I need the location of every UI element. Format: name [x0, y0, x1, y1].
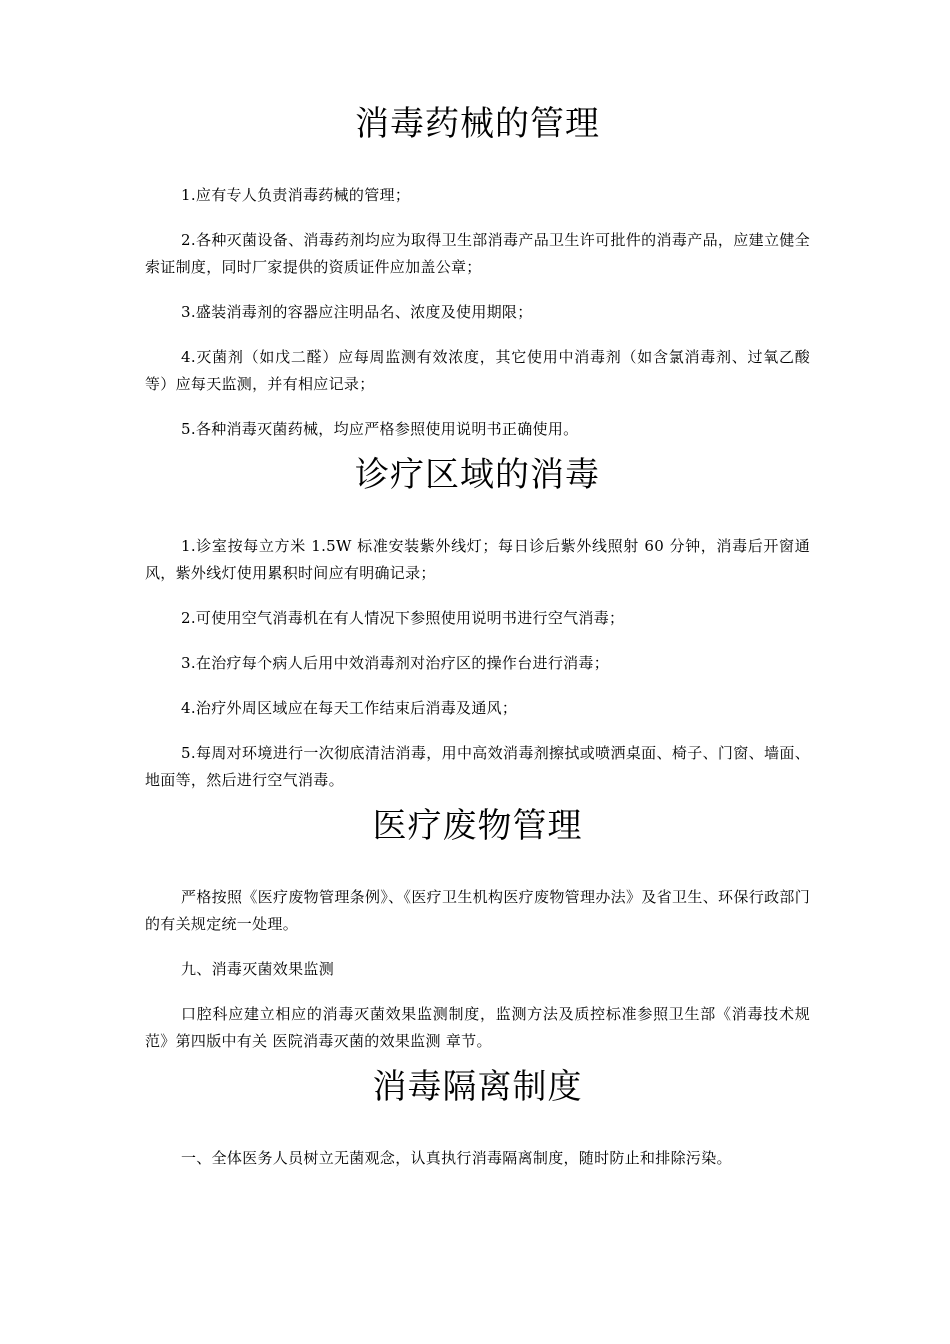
section-disinfection-isolation-system	[145, 1061, 810, 1172]
paragraph: 5.各种消毒灭菌药械，均应严格参照使用说明书正确使用。	[181, 420, 579, 438]
paragraph: 3.在治疗每个病人后用中效消毒剂对治疗区的操作台进行消毒；	[181, 654, 610, 672]
paragraph: 5.每周对环境进行一次彻底清洁消毒，用中高效消毒剂擦拭或喷洒桌面、椅子、门窗、墙面、地面等，然后进行空气消毒。	[145, 744, 810, 789]
paragraph: 1.诊室按每立方米 1.5W 标准安装紫外线灯；每日诊后紫外线照射 60 分钟，消毒后开窗通风，紫外线灯使用累积时间应有明确记录；	[145, 537, 810, 582]
paragraph: 3.盛装消毒剂的容器应注明品名、浓度及使用期限；	[181, 303, 533, 321]
section-title: 消毒药械的管理	[355, 104, 600, 144]
paragraph: 九、消毒灭菌效果监测	[181, 960, 335, 978]
paragraph: 2.可使用空气消毒机在有人情况下参照使用说明书进行空气消毒；	[181, 609, 625, 627]
paragraph: 4.治疗外周区域应在每天工作结束后消毒及通风；	[181, 699, 518, 717]
section-title: 消毒隔离制度	[372, 1067, 583, 1107]
document-body	[145, 98, 810, 1172]
paragraph: 2.各种灭菌设备、消毒药剂均应为取得卫生部消毒产品卫生许可批件的消毒产品，应建立健全索证制度，同时厂家提供的资质证件应加盖公章；	[145, 231, 810, 276]
section-title: 诊疗区域的消毒	[355, 455, 600, 495]
paragraph: 口腔科应建立相应的消毒灭菌效果监测制度，监测方法及质控标准参照卫生部《消毒技术规范》第四版中有关 医院消毒灭菌的效果监测 章节。	[145, 1005, 810, 1050]
section-title: 医疗废物管理	[372, 806, 583, 846]
paragraph: 一、全体医务人员树立无菌观念，认真执行消毒隔离制度，随时防止和排除污染。	[181, 1149, 732, 1167]
section-disinfection-equipment-management	[145, 98, 810, 449]
paragraph: 4.灭菌剂（如戊二醛）应每周监测有效浓度，其它使用中消毒剂（如含氯消毒剂、过氧乙酸等）应每天监测，并有相应记录；	[145, 348, 810, 393]
paragraph: 严格按照《医疗废物管理条例》、《医疗卫生机构医疗废物管理办法》及省卫生、环保行政部门的有关规定统一处理。	[145, 888, 810, 933]
paragraph: 1.应有专人负责消毒药械的管理；	[181, 186, 411, 204]
section-treatment-area-disinfection	[145, 449, 810, 800]
section-medical-waste-management	[145, 800, 810, 1061]
